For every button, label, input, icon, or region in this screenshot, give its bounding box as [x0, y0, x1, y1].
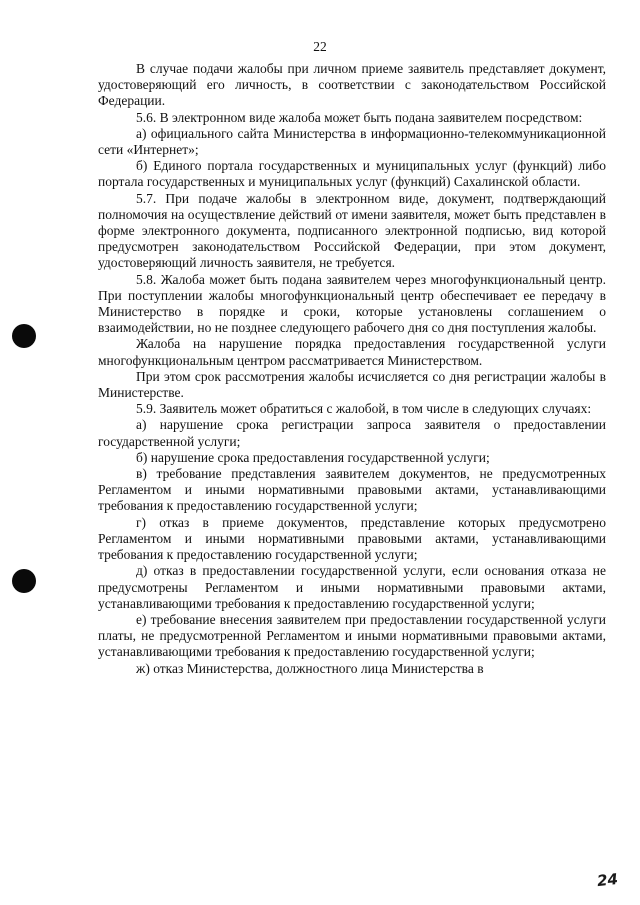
punch-hole-mark	[12, 569, 36, 593]
paragraph: ж) отказ Министерства, должностного лица Министерства в	[136, 660, 484, 676]
paragraph: 5.9. Заявитель может обратиться с жалобой, в том числе в следующих случаях:	[136, 401, 592, 417]
page-number: 22	[313, 39, 327, 54]
paragraph: е) требование внесения заявителем при предоставлении государственной услуги платы, не предусмотренной Регламентом и иными нормативными правовыми актами, устанавливающими требования к предоставлению государственной услуги;	[98, 611, 606, 660]
paragraph: В случае подачи жалобы при личном приеме заявитель представляет документ, удостоверяющий его личность, в соответствии с законодательством Российской Федерации.	[98, 61, 606, 109]
paragraph: 5.7. При подаче жалобы в электронном виде, документ, подтверждающий полномочия на осуществление действий от имени заявителя, может быть представлен в форме электронного документа, подписанного электронной подписью, вид которой предусмотрен законодательством Российской Федерации, при этом документ, удостоверяющий личность заявителя, не требуется.	[98, 190, 606, 271]
paragraph: 5.6. В электронном виде жалоба может быть подана заявителем посредством:	[136, 109, 583, 125]
paragraph: г) отказ в приеме документов, представление которых предусмотрено Регламентом и иными нормативными правовыми актами, устанавливающими требования к предоставлению государственной услуги;	[98, 514, 606, 563]
paragraph: а) официального сайта Министерства в информационно-телекоммуникационной сети «Интернет»;	[98, 125, 606, 158]
paragraph: в) требование представления заявителем документов, не предусмотренных Регламентом и иными нормативными правовыми актами, устанавливающими требования к предоставлению государственной услуги;	[98, 466, 606, 514]
paragraph: Жалоба на нарушение порядка предоставления государственной услуги многофункциональным центром рассматривается Министерством.	[98, 336, 606, 368]
paragraph: а) нарушение срока регистрации запроса заявителя о предоставлении государственной услуги;	[98, 417, 606, 449]
punch-hole-mark	[12, 324, 36, 348]
handwritten-page-number: 24	[596, 869, 619, 891]
paragraph: 5.8. Жалоба может быть подана заявителем через многофункциональный центр. При поступлении жалобы многофункциональный центр обеспечивает ее передачу в Министерство в порядке и сроки, которые установлены соглашением о взаимодействии, но не позднее следующего рабочего дня со дня поступления жалобы.	[98, 271, 606, 336]
paragraph: При этом срок рассмотрения жалобы исчисляется со дня регистрации жалобы в Министерстве.	[98, 368, 606, 401]
document-body	[98, 61, 606, 677]
paragraph: б) нарушение срока предоставления государственной услуги;	[136, 449, 490, 465]
paragraph: б) Единого портала государственных и муниципальных услуг (функций) либо портала государственных и муниципальных услуг (функций) Сахалинской области.	[98, 158, 606, 190]
paragraph: д) отказ в предоставлении государственной услуги, если основания отказа не предусмотрены Регламентом и иными нормативными правовыми актами, устанавливающими требования к предоставлению государственной услуги;	[98, 563, 606, 611]
